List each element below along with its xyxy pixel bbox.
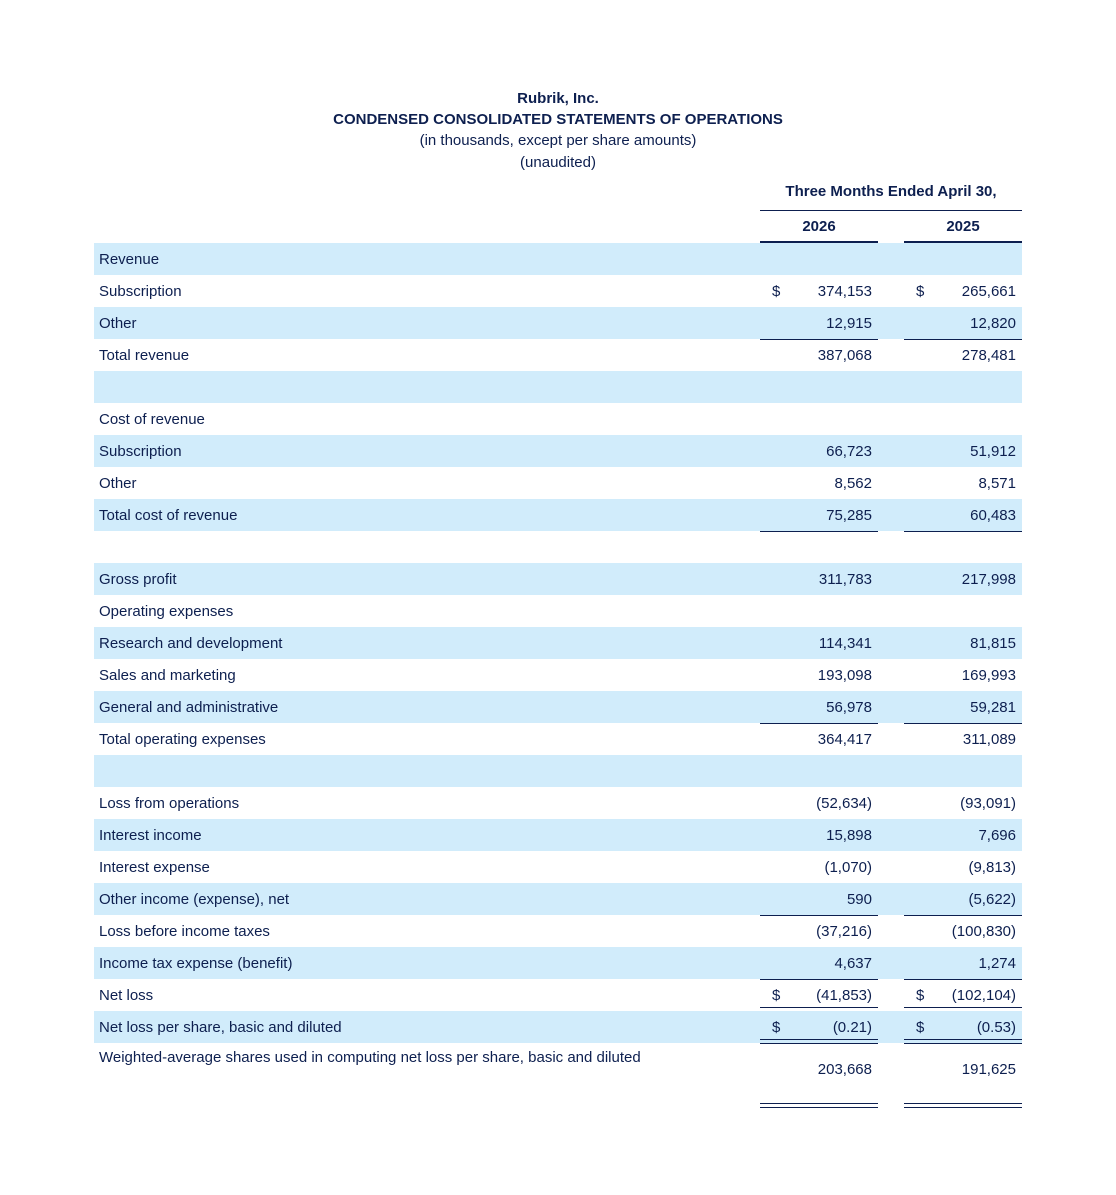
value-2025: (93,091) — [960, 795, 1016, 812]
row-label: Total operating expenses — [99, 731, 266, 748]
value-2025: (0.53) — [976, 1019, 1016, 1036]
table-row — [94, 563, 1022, 595]
table-row — [94, 947, 1022, 979]
table-row — [94, 627, 1022, 659]
value-2025: 191,625 — [961, 1061, 1016, 1078]
currency-symbol: $ — [772, 283, 781, 300]
row-label: Net loss per share, basic and diluted — [99, 1019, 342, 1036]
table-row — [94, 403, 1022, 435]
row-label: Operating expenses — [99, 603, 234, 620]
value-2025: (5,622) — [968, 891, 1016, 908]
value-2026: 364,417 — [817, 731, 872, 748]
value-2026: 387,068 — [817, 347, 872, 364]
value-2026: 590 — [846, 891, 872, 908]
value-2026: 8,562 — [834, 475, 872, 492]
value-2026: 203,668 — [817, 1061, 872, 1078]
value-2025: 81,815 — [970, 635, 1016, 652]
table-row — [94, 595, 1022, 627]
statement-table — [94, 243, 1022, 1107]
value-2026: 374,153 — [817, 283, 872, 300]
value-2026: 15,898 — [826, 827, 872, 844]
statement-title: CONDENSED CONSOLIDATED STATEMENTS OF OPERATIONS — [333, 111, 783, 128]
table-row — [94, 723, 1022, 755]
row-label: Net loss — [99, 987, 154, 1004]
value-2026: 311,783 — [818, 571, 872, 588]
value-2025: 7,696 — [978, 827, 1016, 844]
table-row — [94, 755, 1022, 787]
value-2025: 60,483 — [970, 507, 1016, 524]
table-row — [94, 691, 1022, 723]
value-2026: (52,634) — [816, 795, 872, 812]
value-2026: (0.21) — [832, 1019, 872, 1036]
value-2026: (41,853) — [816, 987, 872, 1004]
table-row — [94, 371, 1022, 403]
table-row — [94, 435, 1022, 467]
value-2025: 169,993 — [961, 667, 1016, 684]
table-row — [94, 531, 1022, 563]
currency-symbol: $ — [916, 283, 925, 300]
double-underline — [760, 1103, 878, 1108]
value-2026: 66,723 — [826, 443, 872, 460]
value-2025: 311,089 — [962, 731, 1016, 748]
row-label: Gross profit — [99, 571, 177, 588]
table-row — [94, 819, 1022, 851]
row-label: Sales and marketing — [99, 667, 236, 684]
units-note: (in thousands, except per share amounts) — [419, 132, 697, 149]
value-2025: 278,481 — [961, 347, 1016, 364]
currency-symbol: $ — [772, 987, 781, 1004]
currency-symbol: $ — [916, 987, 925, 1004]
value-2026: 4,637 — [834, 955, 872, 972]
table-row — [94, 499, 1022, 531]
value-2026: 12,915 — [826, 315, 872, 332]
row-label: Revenue — [99, 251, 160, 268]
year-2025-header: 2025 — [946, 218, 980, 235]
table-row — [94, 1043, 1022, 1107]
row-label: Total revenue — [99, 347, 190, 364]
row-label: Subscription — [99, 283, 182, 300]
value-2025: (100,830) — [951, 923, 1016, 940]
value-2025: 217,998 — [961, 571, 1016, 588]
value-2025: 8,571 — [978, 475, 1016, 492]
table-row — [94, 275, 1022, 307]
table-row — [94, 1011, 1022, 1043]
value-2026: 75,285 — [826, 507, 872, 524]
value-2026: (37,216) — [816, 923, 872, 940]
audit-note: (unaudited) — [520, 154, 596, 171]
table-row — [94, 339, 1022, 371]
row-label: Interest income — [99, 827, 202, 844]
row-label: Other income (expense), net — [99, 891, 290, 908]
double-underline — [904, 1103, 1022, 1108]
value-2025: 12,820 — [970, 315, 1016, 332]
currency-symbol: $ — [772, 1019, 781, 1036]
value-2026: (1,070) — [824, 859, 872, 876]
value-2026: 193,098 — [817, 667, 872, 684]
table-row — [94, 659, 1022, 691]
table-row — [94, 979, 1022, 1011]
value-2025: 51,912 — [970, 443, 1016, 460]
value-2025: 59,281 — [970, 699, 1016, 716]
value-2025: (102,104) — [951, 987, 1016, 1004]
company-name: Rubrik, Inc. — [517, 90, 599, 107]
row-label: Cost of revenue — [99, 411, 205, 428]
value-2026: 114,341 — [818, 635, 872, 652]
period-divider — [760, 210, 1022, 211]
row-label: Interest expense — [99, 859, 210, 876]
table-row — [94, 787, 1022, 819]
row-label: Income tax expense (benefit) — [99, 955, 293, 972]
row-label: Research and development — [99, 635, 283, 652]
row-label: Loss before income taxes — [99, 923, 270, 940]
period-header: Three Months Ended April 30, — [785, 183, 997, 200]
row-label: Subscription — [99, 443, 182, 460]
table-row — [94, 883, 1022, 915]
row-label: Other — [99, 315, 137, 332]
currency-symbol: $ — [916, 1019, 925, 1036]
value-2026: 56,978 — [826, 699, 872, 716]
table-row — [94, 307, 1022, 339]
value-2025: (9,813) — [968, 859, 1016, 876]
value-2025: 265,661 — [961, 283, 1016, 300]
table-row — [94, 243, 1022, 275]
table-row — [94, 851, 1022, 883]
row-label: Total cost of revenue — [99, 507, 238, 524]
value-2025: 1,274 — [978, 955, 1016, 972]
row-label: General and administrative — [99, 699, 279, 716]
year-2026-header: 2026 — [802, 218, 836, 235]
row-label: Loss from operations — [99, 795, 240, 812]
table-row — [94, 915, 1022, 947]
row-label: Other — [99, 475, 137, 492]
table-row — [94, 467, 1022, 499]
row-label: Weighted-average shares used in computing net loss per share, basic and diluted — [99, 1049, 641, 1066]
